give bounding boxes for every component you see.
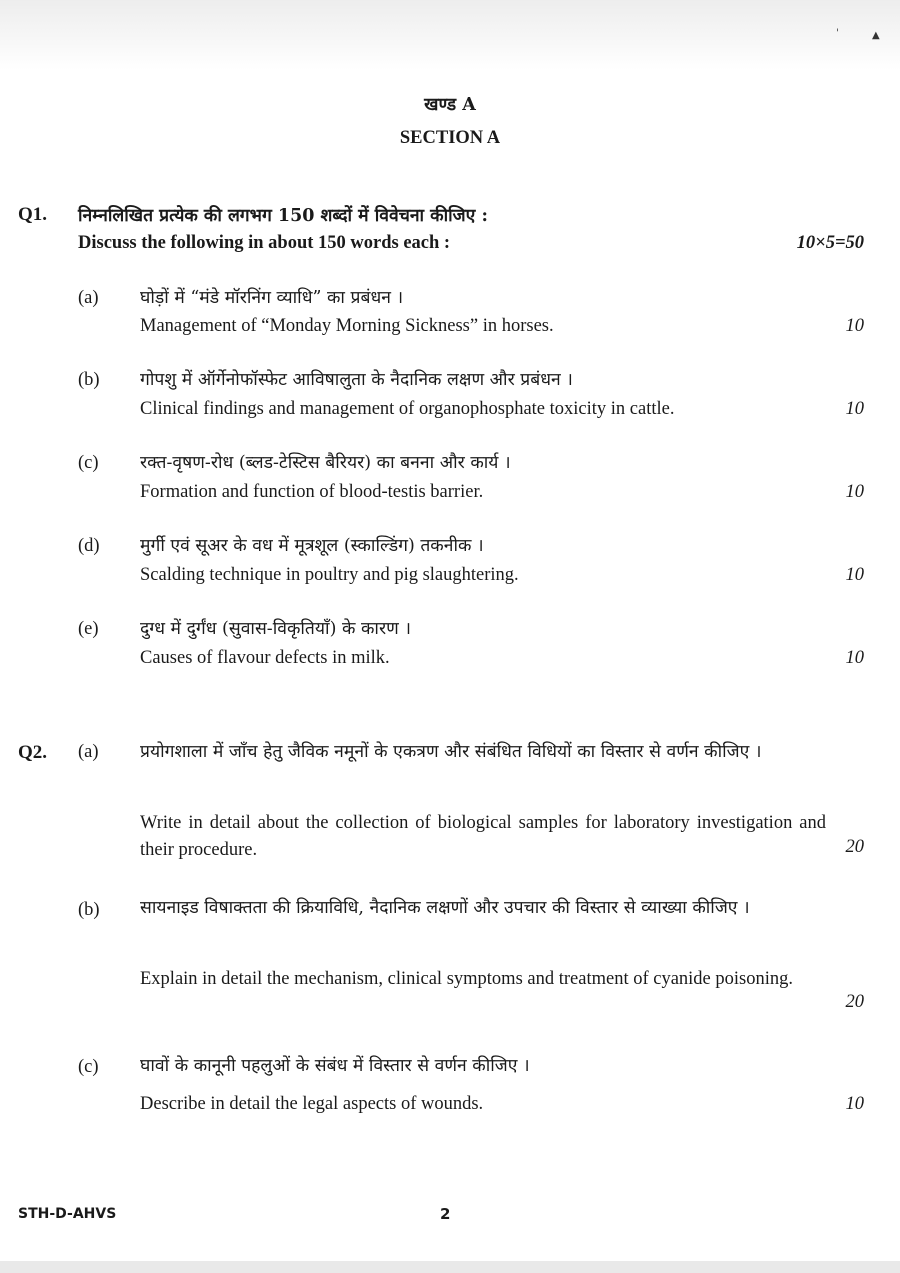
part-label: (d) (78, 536, 100, 556)
part-text: Causes of flavour defects in milk. (140, 648, 390, 668)
part-text-hindi: घावों के कानूनी पहलुओं के संबंध में विस्तार से वर्णन कीजिए । (140, 1056, 530, 1076)
paper-code: STH-D-AHVS (18, 1206, 117, 1222)
part-text-hindi: दुग्ध में दुर्गंध (सुवास-विकृतियाँ) के कारण । (140, 619, 411, 639)
part-text: Scalding technique in poultry and pig slaughtering. (140, 565, 519, 585)
question-instruction-hindi: निम्नलिखित प्रत्येक की लगभग 150 शब्दों में विवेचना कीजिए : (78, 206, 488, 226)
scan-shading-bottom (0, 1261, 900, 1273)
total-marks: 10×5=50 (796, 233, 864, 253)
part-label: (e) (78, 619, 99, 639)
part-label: (c) (78, 453, 99, 473)
part-text: Clinical findings and management of organophosphate toxicity in cattle. (140, 399, 675, 419)
part-text-hindi: घोड़ों में “मंडे मॉरनिंग व्याधि” का प्रबंधन । (140, 288, 404, 308)
part-marks: 10 (845, 648, 864, 668)
part-label: (b) (78, 370, 100, 390)
section-heading-hindi: खण्ड A (424, 95, 476, 115)
scan-arrow-mark: ▲ (872, 30, 880, 41)
part-text-hindi: रक्त-वृषण-रोध (ब्लड-टेस्टिस बैरियर) का बनना और कार्य । (140, 453, 511, 473)
part-text: Management of “Monday Morning Sickness” in horses. (140, 316, 554, 336)
section-heading: SECTION A (399, 128, 501, 148)
scan-speck-mark: ' (836, 28, 839, 39)
part-marks: 10 (845, 565, 864, 585)
page-number: 2 (440, 1205, 451, 1223)
part-text-hindi: प्रयोगशाला में जाँच हेतु जैविक नमूनों के एकत्रण और संबंधित विधियों का विस्तार से वर्णन कीजिए । (140, 742, 762, 762)
part-label: (a) (78, 288, 99, 308)
part-text-hindi: मुर्गी एवं सूअर के वध में मूत्रशूल (स्काल्डिंग) तकनीक । (140, 536, 484, 556)
part-marks: 10 (845, 1094, 864, 1114)
part-text: Describe in detail the legal aspects of wounds. (140, 1094, 484, 1114)
part-marks: 10 (845, 316, 864, 336)
part-text: Formation and function of blood-testis barrier. (140, 482, 484, 502)
part-label: (b) (78, 900, 100, 920)
question-instruction: Discuss the following in about 150 words each : (78, 233, 451, 253)
question-number: Q1. (18, 204, 48, 225)
part-text: Write in detail about the collection of biological samples for laboratory investigation and their procedure. (140, 813, 826, 860)
part-marks: 20 (845, 837, 864, 857)
part-marks: 10 (845, 482, 864, 502)
part-marks: 10 (845, 399, 864, 419)
question-number: Q2. (18, 742, 48, 763)
part-text-hindi: सायनाइड विषाक्तता की क्रियाविधि, नैदानिक लक्षणों और उपचार की विस्तार से व्याख्या कीजिए । (140, 898, 750, 918)
part-text-hindi: गोपशु में ऑर्गेनोफॉस्फेट आविषालुता के नैदानिक लक्षण और प्रबंधन । (140, 370, 573, 390)
part-text: Explain in detail the mechanism, clinical symptoms and treatment of cyanide poisoning. (140, 969, 793, 989)
part-label: (a) (78, 742, 99, 762)
part-label: (c) (78, 1057, 99, 1077)
part-marks: 20 (845, 992, 864, 1012)
scan-shading-top (0, 0, 900, 70)
